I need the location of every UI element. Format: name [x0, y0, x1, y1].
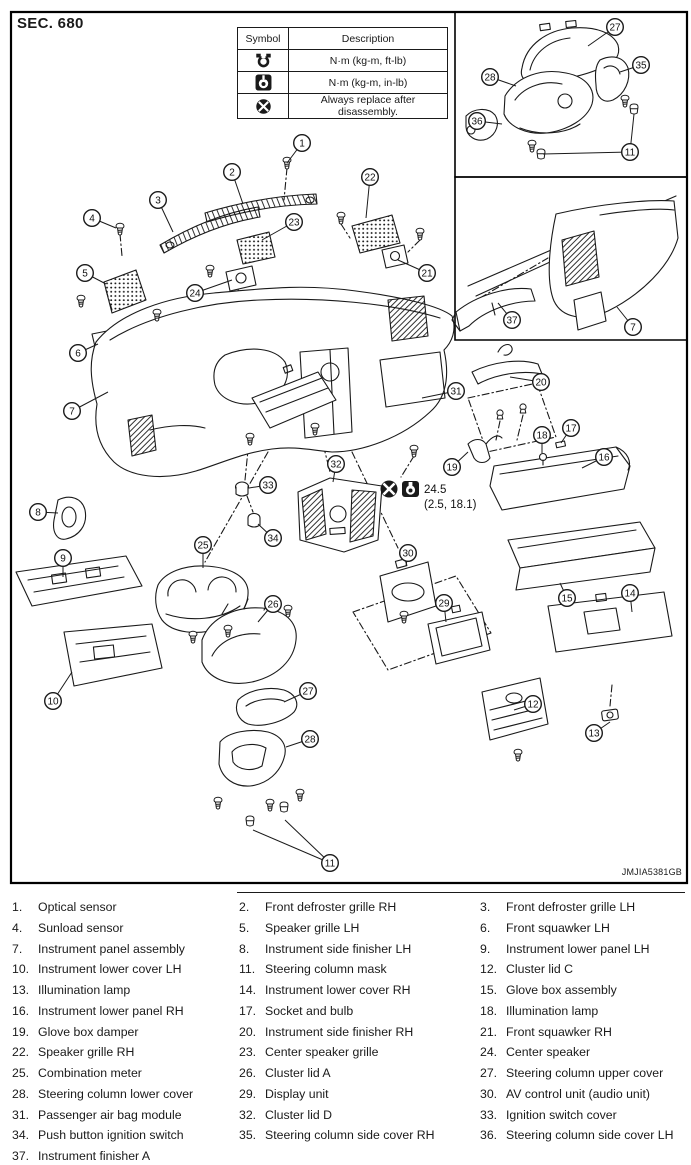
callout-number: 24 [189, 288, 201, 300]
symbol-description: N·m (kg-m, ft-lb) [289, 50, 448, 72]
callout-28 [482, 69, 516, 86]
part-number: 18. [480, 1003, 498, 1018]
callout-number: 17 [565, 423, 577, 435]
part-list-item [239, 897, 475, 918]
part-name: Passenger air bag module [38, 1107, 182, 1122]
part-number: 29. [239, 1086, 257, 1101]
part-list-item [12, 897, 234, 918]
part-list-item [480, 1084, 688, 1105]
part-name: Sunload sensor [38, 920, 124, 935]
part-list-item [12, 1105, 234, 1126]
callout-number: 28 [484, 72, 496, 84]
part-list-item [12, 918, 234, 939]
callout-30 [400, 545, 417, 566]
part-name: Glove box assembly [506, 983, 617, 997]
part-list-item [480, 1022, 688, 1043]
part-list-item [480, 939, 688, 960]
part-name: Instrument lower cover LH [38, 962, 182, 977]
callout-number: 4 [89, 213, 95, 225]
part-name: Center speaker grille [265, 1045, 379, 1060]
callout-28 [286, 731, 318, 748]
parts-list-column-3 [480, 897, 688, 1146]
part-list-item [12, 1001, 234, 1022]
part-list-item [12, 959, 234, 980]
part-number: 25. [12, 1066, 30, 1080]
part-list-item [12, 939, 234, 960]
part-name: Front squawker LH [506, 920, 610, 935]
part-number: 2. [239, 900, 250, 914]
callout-1 [287, 135, 310, 163]
screw-icons [77, 157, 526, 811]
part-list-item [12, 1022, 234, 1043]
part-number: 8. [239, 941, 250, 956]
callout-number: 20 [535, 377, 547, 389]
callout-number: 21 [421, 268, 433, 280]
part-name: AV control unit (audio unit) [506, 1086, 650, 1101]
callout-number: 13 [588, 728, 600, 740]
part-list-item [12, 1084, 234, 1105]
part-number: 35. [239, 1128, 257, 1143]
part-number: 13. [12, 983, 30, 997]
part-list-item [480, 1105, 688, 1126]
part-ignition-switch-cover [236, 482, 249, 496]
part-name: Socket and bulb [265, 1003, 354, 1018]
part-number: 28. [12, 1086, 30, 1101]
torque-value: 24.5 [424, 484, 447, 496]
part-number: 21. [480, 1024, 498, 1039]
part-cluster-lid-d [298, 478, 382, 552]
torque-wrench-inlb-icon [238, 72, 289, 94]
callout-number: 25 [197, 540, 209, 552]
part-list-item [480, 1001, 688, 1022]
part-number: 17. [239, 1003, 257, 1018]
part-number: 7. [12, 941, 23, 956]
part-front-squawker-rh [382, 245, 408, 268]
part-instrument-lower-cover-lh [64, 624, 162, 686]
part-glove-box-assembly [508, 522, 655, 590]
part-number: 30. [480, 1086, 498, 1101]
part-list-item [239, 1001, 475, 1022]
callout-number: 14 [624, 588, 636, 600]
callout-5 [77, 265, 106, 284]
callout-11 [253, 820, 338, 871]
part-number: 3. [480, 900, 491, 914]
section-title: SEC. 680 [17, 15, 84, 32]
callout-number: 12 [527, 699, 539, 711]
part-name: Center speaker [506, 1045, 591, 1060]
part-number: 33. [480, 1107, 498, 1122]
part-name: Illumination lamp [38, 983, 131, 997]
callout-number: 3 [155, 195, 161, 207]
part-socket-and-bulb [556, 441, 566, 448]
parts-list-column-1 [12, 897, 234, 1165]
callout-22 [362, 169, 379, 218]
torque-note [381, 481, 477, 512]
part-number: 10. [12, 962, 30, 977]
callout-number: 11 [624, 147, 636, 159]
callout-number: 27 [302, 686, 314, 698]
callout-25 [195, 537, 212, 568]
part-name: Instrument lower cover RH [265, 983, 411, 997]
callout-number: 33 [262, 480, 274, 492]
symbol-table [237, 27, 448, 119]
part-number: 16. [12, 1003, 30, 1018]
callout-17 [561, 420, 579, 443]
part-illumination-lamp-rh [601, 709, 618, 721]
part-name: Instrument lower panel RH [38, 1003, 184, 1018]
callout-33 [249, 477, 276, 494]
inset-steering-column-art [466, 20, 638, 159]
part-display-unit [428, 605, 490, 664]
part-number: 19. [12, 1024, 30, 1039]
part-steering-column-mask-clips [246, 802, 288, 826]
part-number: 6. [480, 920, 491, 935]
part-list-item [12, 1125, 234, 1146]
part-number: 24. [480, 1045, 498, 1060]
part-list-item [239, 918, 475, 939]
part-name: Push button ignition switch [38, 1128, 184, 1143]
symbol-header-cell: Symbol [238, 28, 289, 50]
part-speaker-grille-lh [104, 270, 146, 313]
part-number: 22. [12, 1045, 30, 1060]
part-name: Display unit [265, 1086, 329, 1101]
part-instrument-lower-panel-lh [16, 556, 142, 606]
callout-number: 28 [304, 734, 316, 746]
callout-18 [534, 427, 551, 453]
callout-number: 34 [267, 533, 279, 545]
part-name: Instrument side finisher LH [265, 941, 412, 956]
part-number: 23. [239, 1045, 257, 1060]
symbol-table-header-row [238, 28, 448, 50]
part-list-item [239, 939, 475, 960]
part-number: 32. [239, 1107, 257, 1122]
part-name: Glove box damper [38, 1024, 139, 1039]
callout-number: 35 [635, 60, 647, 72]
callout-number: 1 [299, 138, 305, 150]
part-name: Steering column lower cover [38, 1086, 194, 1101]
callout-19 [444, 452, 468, 475]
callout-number: 29 [438, 598, 450, 610]
callout-number: 9 [60, 553, 66, 565]
part-number: 5. [239, 920, 250, 935]
part-name: Instrument panel assembly [38, 941, 185, 956]
callout-number: 19 [446, 462, 458, 474]
part-list-item [480, 918, 688, 939]
symbol-description: N·m (kg-m, in-lb) [289, 72, 448, 94]
part-steering-column-upper-cover [236, 688, 296, 725]
part-list-item [239, 980, 475, 1001]
part-number: 36. [480, 1128, 498, 1143]
callout-4 [84, 210, 116, 228]
callout-number: 23 [288, 217, 300, 229]
part-number: 34. [12, 1128, 30, 1143]
callout-number: 32 [330, 459, 342, 471]
callout-number: 2 [229, 167, 235, 179]
part-instrument-panel-assembly [91, 287, 454, 476]
part-list-item [239, 1084, 475, 1105]
part-list-item [239, 1022, 475, 1043]
part-list-item [480, 897, 688, 918]
symbol-table-row [238, 72, 448, 94]
part-name: Front defroster grille RH [265, 900, 397, 914]
part-list-item [239, 1063, 475, 1084]
part-name: Cluster lid A [265, 1066, 331, 1080]
symbol-table-row [238, 94, 448, 119]
callout-number: 22 [364, 172, 376, 184]
part-list-item [239, 1125, 475, 1146]
callout-number: 26 [267, 599, 279, 611]
torque-wrench-inlb-icon [255, 74, 272, 91]
callout-number: 7 [630, 322, 636, 334]
callout-number: 16 [598, 452, 610, 464]
replace-x-icon [255, 98, 272, 115]
torque-wrench-ftlb-icon [238, 50, 289, 72]
part-list-item [12, 1042, 234, 1063]
callout-34 [258, 524, 281, 546]
part-number: 9. [480, 941, 491, 956]
part-number: 31. [12, 1107, 30, 1122]
part-number: 37. [12, 1149, 30, 1163]
part-instrument-side-finisher-rh [472, 345, 542, 384]
part-name: Combination meter [38, 1066, 142, 1080]
part-list-item [12, 980, 234, 1001]
callout-number: 18 [536, 430, 548, 442]
part-name: Steering column mask [265, 962, 387, 977]
callout-number: 15 [561, 593, 573, 605]
replace-x-icon [238, 94, 289, 119]
part-name: Ignition switch cover [506, 1107, 617, 1122]
part-list-item [480, 959, 688, 980]
part-name: Cluster lid C [506, 962, 573, 977]
callout-15 [559, 583, 576, 606]
part-name: Steering column side cover LH [506, 1128, 674, 1143]
part-push-button-ignition-switch [248, 513, 260, 527]
callout-number: 5 [82, 268, 88, 280]
part-number: 12. [480, 962, 498, 977]
callout-7 [617, 307, 641, 335]
inset-finisher-a-art [452, 196, 678, 334]
torque-wrench-icon [402, 481, 419, 497]
part-center-speaker-grille [237, 232, 275, 264]
figure-code: JMJIA5381GB [621, 867, 682, 877]
parts-list-column-2 [239, 897, 475, 1146]
callout-13 [586, 722, 610, 741]
part-name: Instrument finisher A [38, 1149, 151, 1163]
part-name: Front squawker RH [506, 1024, 612, 1039]
torque-detail: (2.5, 18.1) [424, 499, 477, 511]
replace-x-icon [381, 481, 398, 498]
callout-10 [45, 672, 72, 709]
callout-number: 8 [35, 507, 41, 519]
callout-number: 36 [471, 116, 483, 128]
callout-2 [224, 164, 243, 204]
part-name: Steering column upper cover [506, 1066, 664, 1080]
part-name: Illumination lamp [506, 1003, 599, 1018]
callout-3 [150, 192, 173, 232]
part-name: Speaker grille LH [265, 920, 360, 935]
part-center-speaker [226, 266, 256, 291]
callout-number: 31 [450, 386, 462, 398]
callout-29 [436, 595, 453, 622]
part-list-item [480, 1125, 688, 1146]
callout-number: 10 [47, 696, 59, 708]
symbol-description: Always replace after disassembly. [289, 94, 448, 119]
part-number: 11. [239, 962, 256, 977]
part-name: Speaker grille RH [38, 1045, 135, 1060]
symbol-table-row [238, 50, 448, 72]
part-name: Instrument side finisher RH [265, 1024, 414, 1039]
part-list-item [239, 1105, 475, 1126]
part-name: Optical sensor [38, 900, 117, 914]
part-list-item [480, 1063, 688, 1084]
callout-number: 7 [69, 406, 75, 418]
part-list-item [480, 980, 688, 1001]
part-number: 4. [12, 920, 23, 935]
part-steering-column-lower-cover [219, 730, 285, 786]
part-number: 15. [480, 983, 498, 997]
part-name: Front defroster grille LH [506, 900, 636, 914]
part-number: 27. [480, 1066, 498, 1080]
callout-8 [30, 504, 58, 521]
part-number: 1. [12, 900, 23, 914]
part-list-item [239, 1042, 475, 1063]
callout-number: 30 [402, 548, 414, 560]
callout-37 [498, 303, 520, 328]
callout-23 [262, 214, 302, 240]
parts-list-divider [237, 892, 685, 893]
part-number: 26. [239, 1066, 257, 1080]
part-number: 20. [239, 1024, 257, 1039]
part-list-item [480, 1042, 688, 1063]
part-list-item [239, 959, 475, 980]
callout-number: 27 [609, 22, 621, 34]
part-instrument-side-finisher-lh [54, 497, 86, 539]
part-name: Cluster lid D [265, 1107, 332, 1122]
description-header-cell: Description [289, 28, 448, 50]
part-number: 14. [239, 983, 257, 997]
part-list-item [12, 1146, 234, 1165]
part-glove-box-damper [468, 436, 502, 463]
torque-wrench-ftlb-icon [255, 52, 272, 69]
callout-number: 6 [75, 348, 81, 360]
part-list-item [12, 1063, 234, 1084]
part-name: Instrument lower panel LH [506, 941, 650, 956]
callout-number: 37 [506, 315, 518, 327]
part-name: Steering column side cover RH [265, 1128, 435, 1143]
callout-number: 11 [324, 858, 336, 870]
